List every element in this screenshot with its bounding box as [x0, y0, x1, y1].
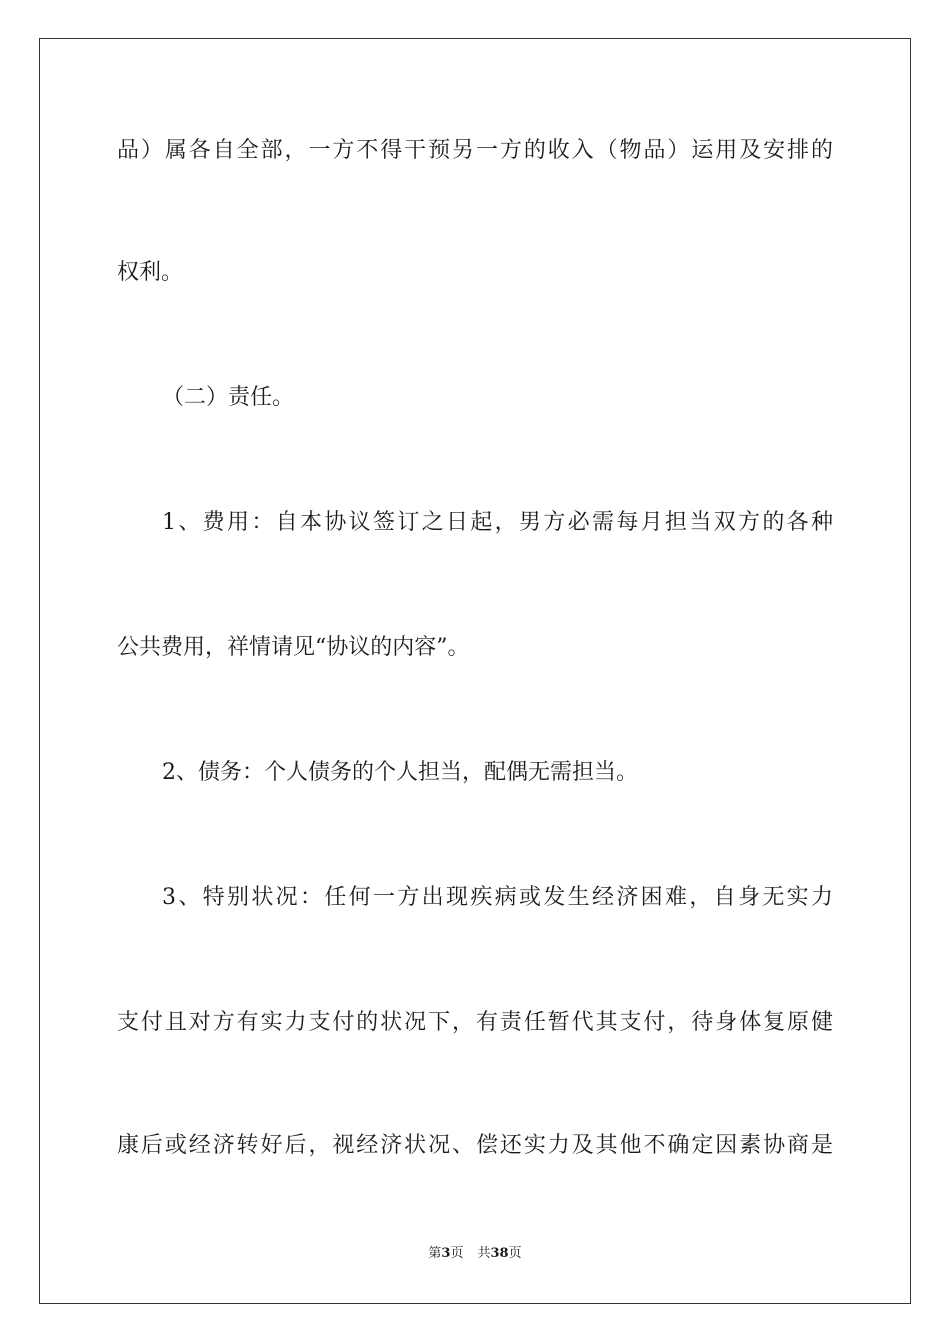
body-line-6: 2、债务：个人债务的个人担当，配偶无需担当。	[162, 760, 638, 785]
footer-page-number: 3	[441, 1246, 451, 1261]
body-line-4: 1、费用：自本协议签订之日起，男方必需每月担当双方的各种	[162, 510, 833, 535]
body-line-2: 权利。	[117, 260, 184, 285]
body-line-5: 公共费用，祥情请见“协议的内容”。	[117, 635, 470, 660]
footer-total-prefix: 共	[477, 1246, 491, 1261]
section-heading-responsibility: （二）责任。	[162, 385, 295, 410]
page-border	[39, 38, 911, 1304]
body-line-7: 3、特别状况：任何一方出现疾病或发生经济困难，自身无实力	[162, 885, 833, 910]
body-line-1: 品）属各自全部，一方不得干预另一方的收入（物品）运用及安排的	[117, 138, 833, 163]
footer-total-suffix: 页	[508, 1246, 522, 1261]
body-line-8: 支付且对方有实力支付的状况下，有责任暂代其支付，待身体复原健	[117, 1010, 833, 1035]
body-line-9: 康后或经济转好后，视经济状况、偿还实力及其他不确定因素协商是	[117, 1133, 833, 1158]
page-footer	[0, 1245, 950, 1263]
footer-page-suffix: 页	[450, 1246, 464, 1261]
footer-total-pages: 38	[490, 1246, 509, 1261]
footer-page-prefix: 第	[428, 1246, 442, 1261]
